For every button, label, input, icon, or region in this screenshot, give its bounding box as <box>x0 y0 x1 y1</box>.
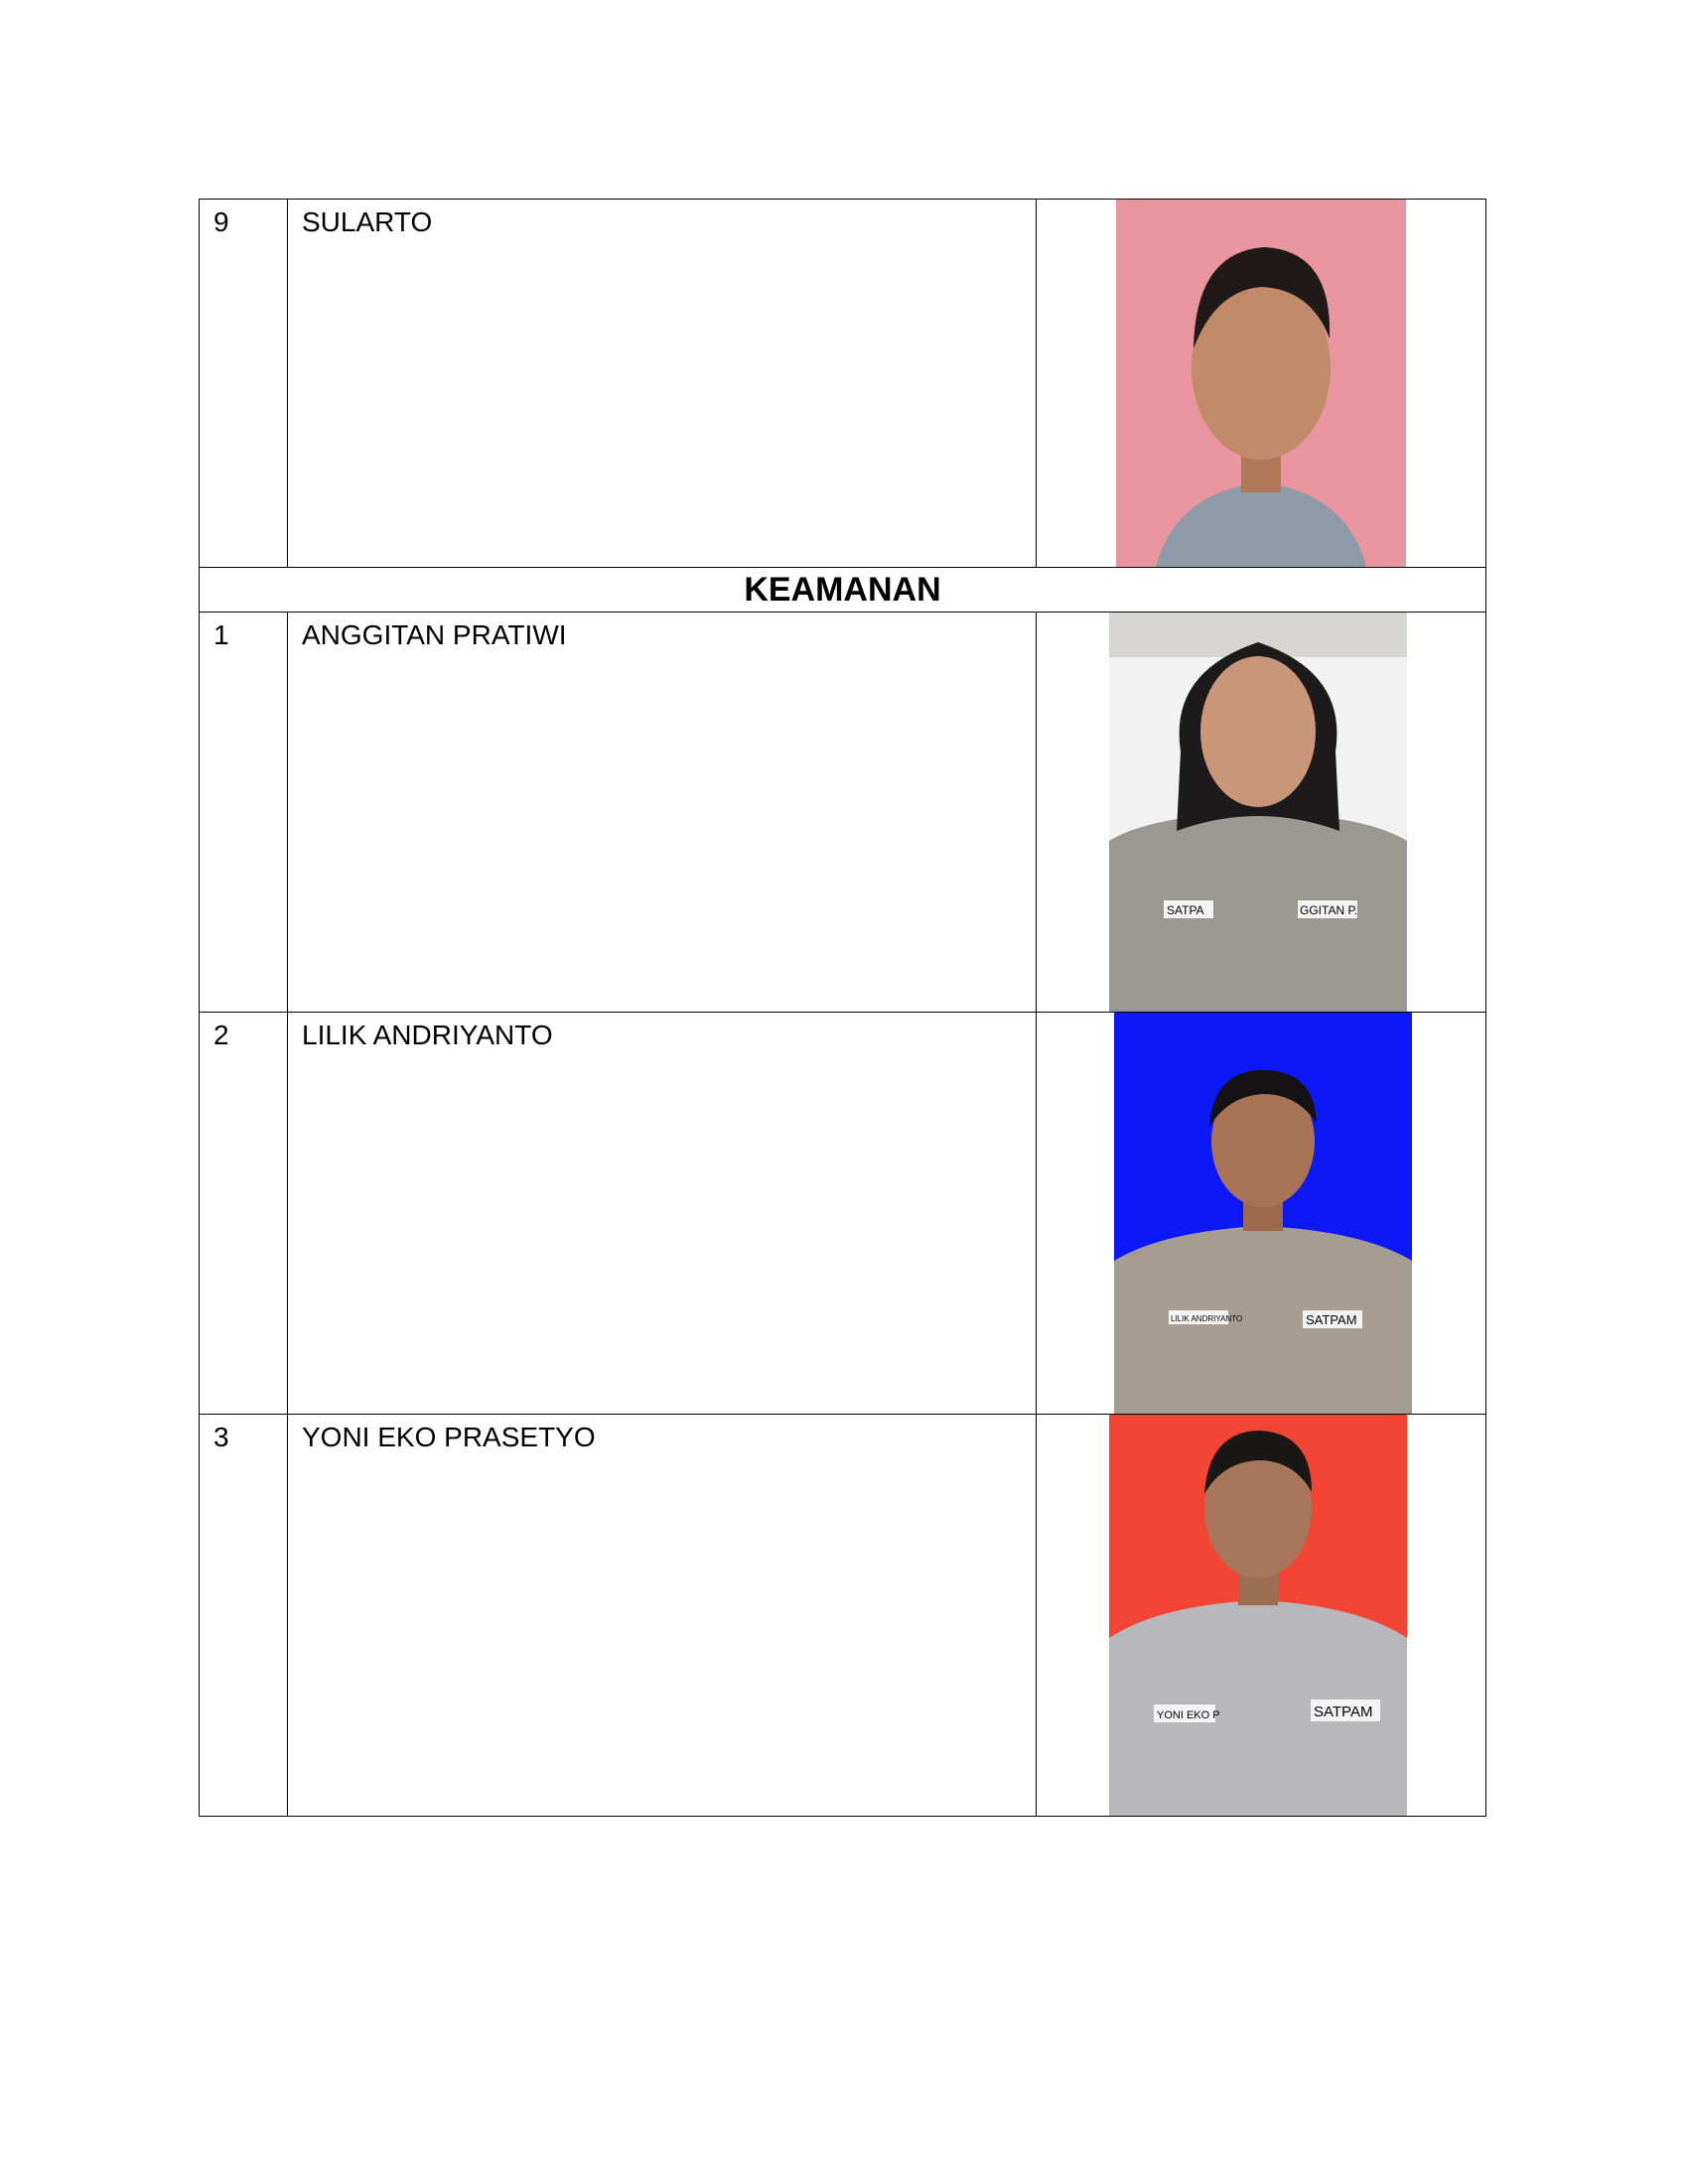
row-number: 2 <box>213 1020 229 1050</box>
name-tag-left: YONI EKO P <box>1157 1709 1220 1721</box>
person-name: LILIK ANDRIYANTO <box>302 1020 553 1050</box>
table-row <box>200 1013 1486 1415</box>
portrait-photo <box>1116 200 1406 567</box>
portrait-photo <box>1109 1415 1407 1816</box>
table-row <box>200 613 1486 1013</box>
portrait-photo <box>1114 1013 1412 1414</box>
section-title: KEAMANAN <box>200 568 1486 613</box>
name-tag-right: GGITAN P. <box>1300 903 1358 917</box>
section-row <box>200 568 1486 613</box>
photo-cell <box>1037 1415 1486 1817</box>
name-cell <box>288 1415 1037 1817</box>
row-number-cell <box>200 200 288 568</box>
name-cell <box>288 613 1037 1013</box>
person-name: YONI EKO PRASETYO <box>302 1422 596 1452</box>
person-name: SULARTO <box>302 206 433 237</box>
photo-cell <box>1037 613 1486 1013</box>
name-tag-right: SATPAM <box>1306 1312 1357 1327</box>
table-row <box>200 1415 1486 1817</box>
photo-cell <box>1037 200 1486 568</box>
name-cell <box>288 1013 1037 1415</box>
name-tag-left: SATPA <box>1167 903 1204 917</box>
name-cell <box>288 200 1037 568</box>
row-number: 1 <box>213 619 229 650</box>
portrait-photo <box>1109 613 1407 1012</box>
row-number-cell <box>200 1013 288 1415</box>
row-number: 3 <box>213 1422 229 1452</box>
row-number: 9 <box>213 206 229 237</box>
person-name: ANGGITAN PRATIWI <box>302 619 567 650</box>
name-tag-left: LILIK ANDRIYANTO <box>1171 1314 1243 1323</box>
personnel-table <box>199 199 1486 1817</box>
photo-cell <box>1037 1013 1486 1415</box>
name-tag-right: SATPAM <box>1314 1704 1373 1720</box>
row-number-cell <box>200 1415 288 1817</box>
row-number-cell <box>200 613 288 1013</box>
table-row <box>200 200 1486 568</box>
